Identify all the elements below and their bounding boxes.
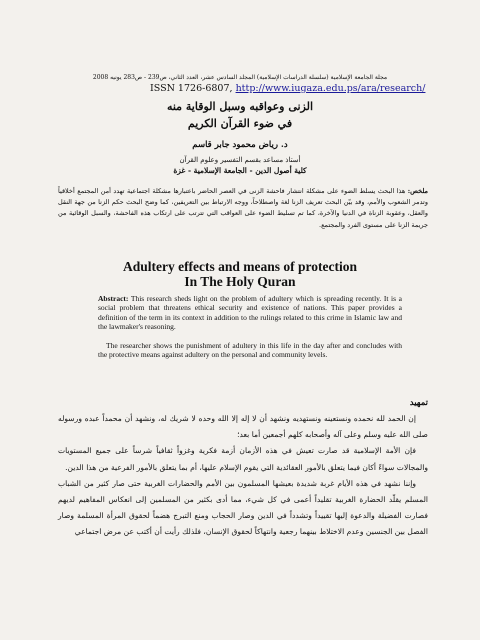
author-name: د. رياض محمود جابر قاسم	[192, 140, 288, 150]
journal-url-link[interactable]: http://www.iugaza.edu.ps/ara/research/	[235, 83, 426, 94]
arabic-title-line2: في ضوء القرآن الكريم	[187, 117, 293, 130]
arabic-abstract	[58, 186, 428, 231]
introduction-body	[58, 411, 428, 541]
introduction-paragraph: وإننا نشهد في هذه الأيام غربة شديدة بعيشها المسلمون بين الأمم والحضارات الغربية حتى صار كثير من الشباب المسلم يقلّد الحضارة الغربية تقليداً أعمى في كل شيء، مما أدى بكثير من المسلمين إلى انعكاس المفاهيم لديهم فصارت الفضيلة والدعوة إليها تقييداً وتشدداً في الدين وصار الحجاب ومنع التبرج هضماً لحقوق المرأة المسلمة وصار الفصل بين الجنسين وعدم الاختلاط بينهما رجعية وانتهاكاً لحقوق الإنسان، فلذلك رأيت أن أكتب عن مرض اجتماعي	[58, 478, 428, 537]
english-abstract-p2: The researcher shows the punishment of adultery in this life in the day after and concludes with the protective means against adultery on the personal and community levels.	[98, 341, 402, 360]
arabic-abstract-label: ملخص:	[407, 187, 428, 195]
journal-header: مجلة الجامعة الإسلامية (سلسلة الدراسات الإسلامية) المجلد السادس عشر، العدد الثاني، ص239 - ص283 يونيه 2008	[92, 74, 388, 81]
author-faculty: كلية أصول الدين - الجامعة الإسلامية - غزة	[173, 166, 307, 175]
english-abstract-label: Abstract:	[98, 294, 129, 303]
introduction-paragraph: فإن الأمة الإسلامية قد صارت تعيش في هذه الأزمان أزمة فكرية وغزواً ثقافياً شرساً على جميع المستويات والمجالات سواءً أكان فيما يتعلق بالأمور العقائدية التي يقوم الإسلام عليها، أم بما يتعلق بالأمور الفرعية من هذا الدين.	[58, 446, 428, 472]
arabic-abstract-text: هذا البحث يسلط الضوء على مشكلة انتشار فاحشة الزنى في العصر الحاضر باعتبارها مشكلة اجتماعية تهدد أمن المجتمع أخلاقياً وتدمر الشعوب والأمم، وقد بيّن البحث تعريف الزنا لغة واصطلاحاً، ووجه الارتباط بين التعريفين، كما وضح البحث حكم الزنا من جهة النقل والعقل، وعقوبة الزناة في الدنيا والآخرة، كما تم تسليط الضوء على العواقب التي تترتب على ارتكاب هذه الفاحشة، والسبل الوقائية من جريمة الزنا على مستوى الفرد والمجتمع.	[58, 187, 428, 229]
issn-line	[150, 83, 426, 94]
introduction-heading: تمهيد	[409, 398, 428, 408]
english-abstract	[98, 294, 402, 332]
author-position: أستاذ مساعد بقسم التفسير وعلوم القرآن	[179, 156, 301, 164]
arabic-title-line1: الزنى وعواقبه وسبل الوقاية منه	[166, 100, 314, 113]
introduction-paragraph: إن الحمد لله نحمده ونستعينه ونستهديه ونشهد أن لا إله إلا الله وحده لا شريك له، ونشهد أن محمداً عبده ورسوله صلى الله عليه وسلم وعلى آله وأصحابه كلهم أجمعين أما بعد؛	[58, 414, 428, 440]
issn-text: ISSN 1726-6807,	[150, 83, 233, 94]
english-title-line2: In The Holy Quran	[184, 274, 296, 289]
english-title-line1: Adultery effects and means of protection	[122, 259, 358, 274]
english-abstract-p1: This research sheds light on the problem of adultery which is spreading recently. It is a social problem that threatens ethical security and existence of nations. This paper provides a definition of the term in its context in addition to the rulings related to this crime in Islamic law and the lawmaker's reasoning.	[98, 294, 402, 332]
